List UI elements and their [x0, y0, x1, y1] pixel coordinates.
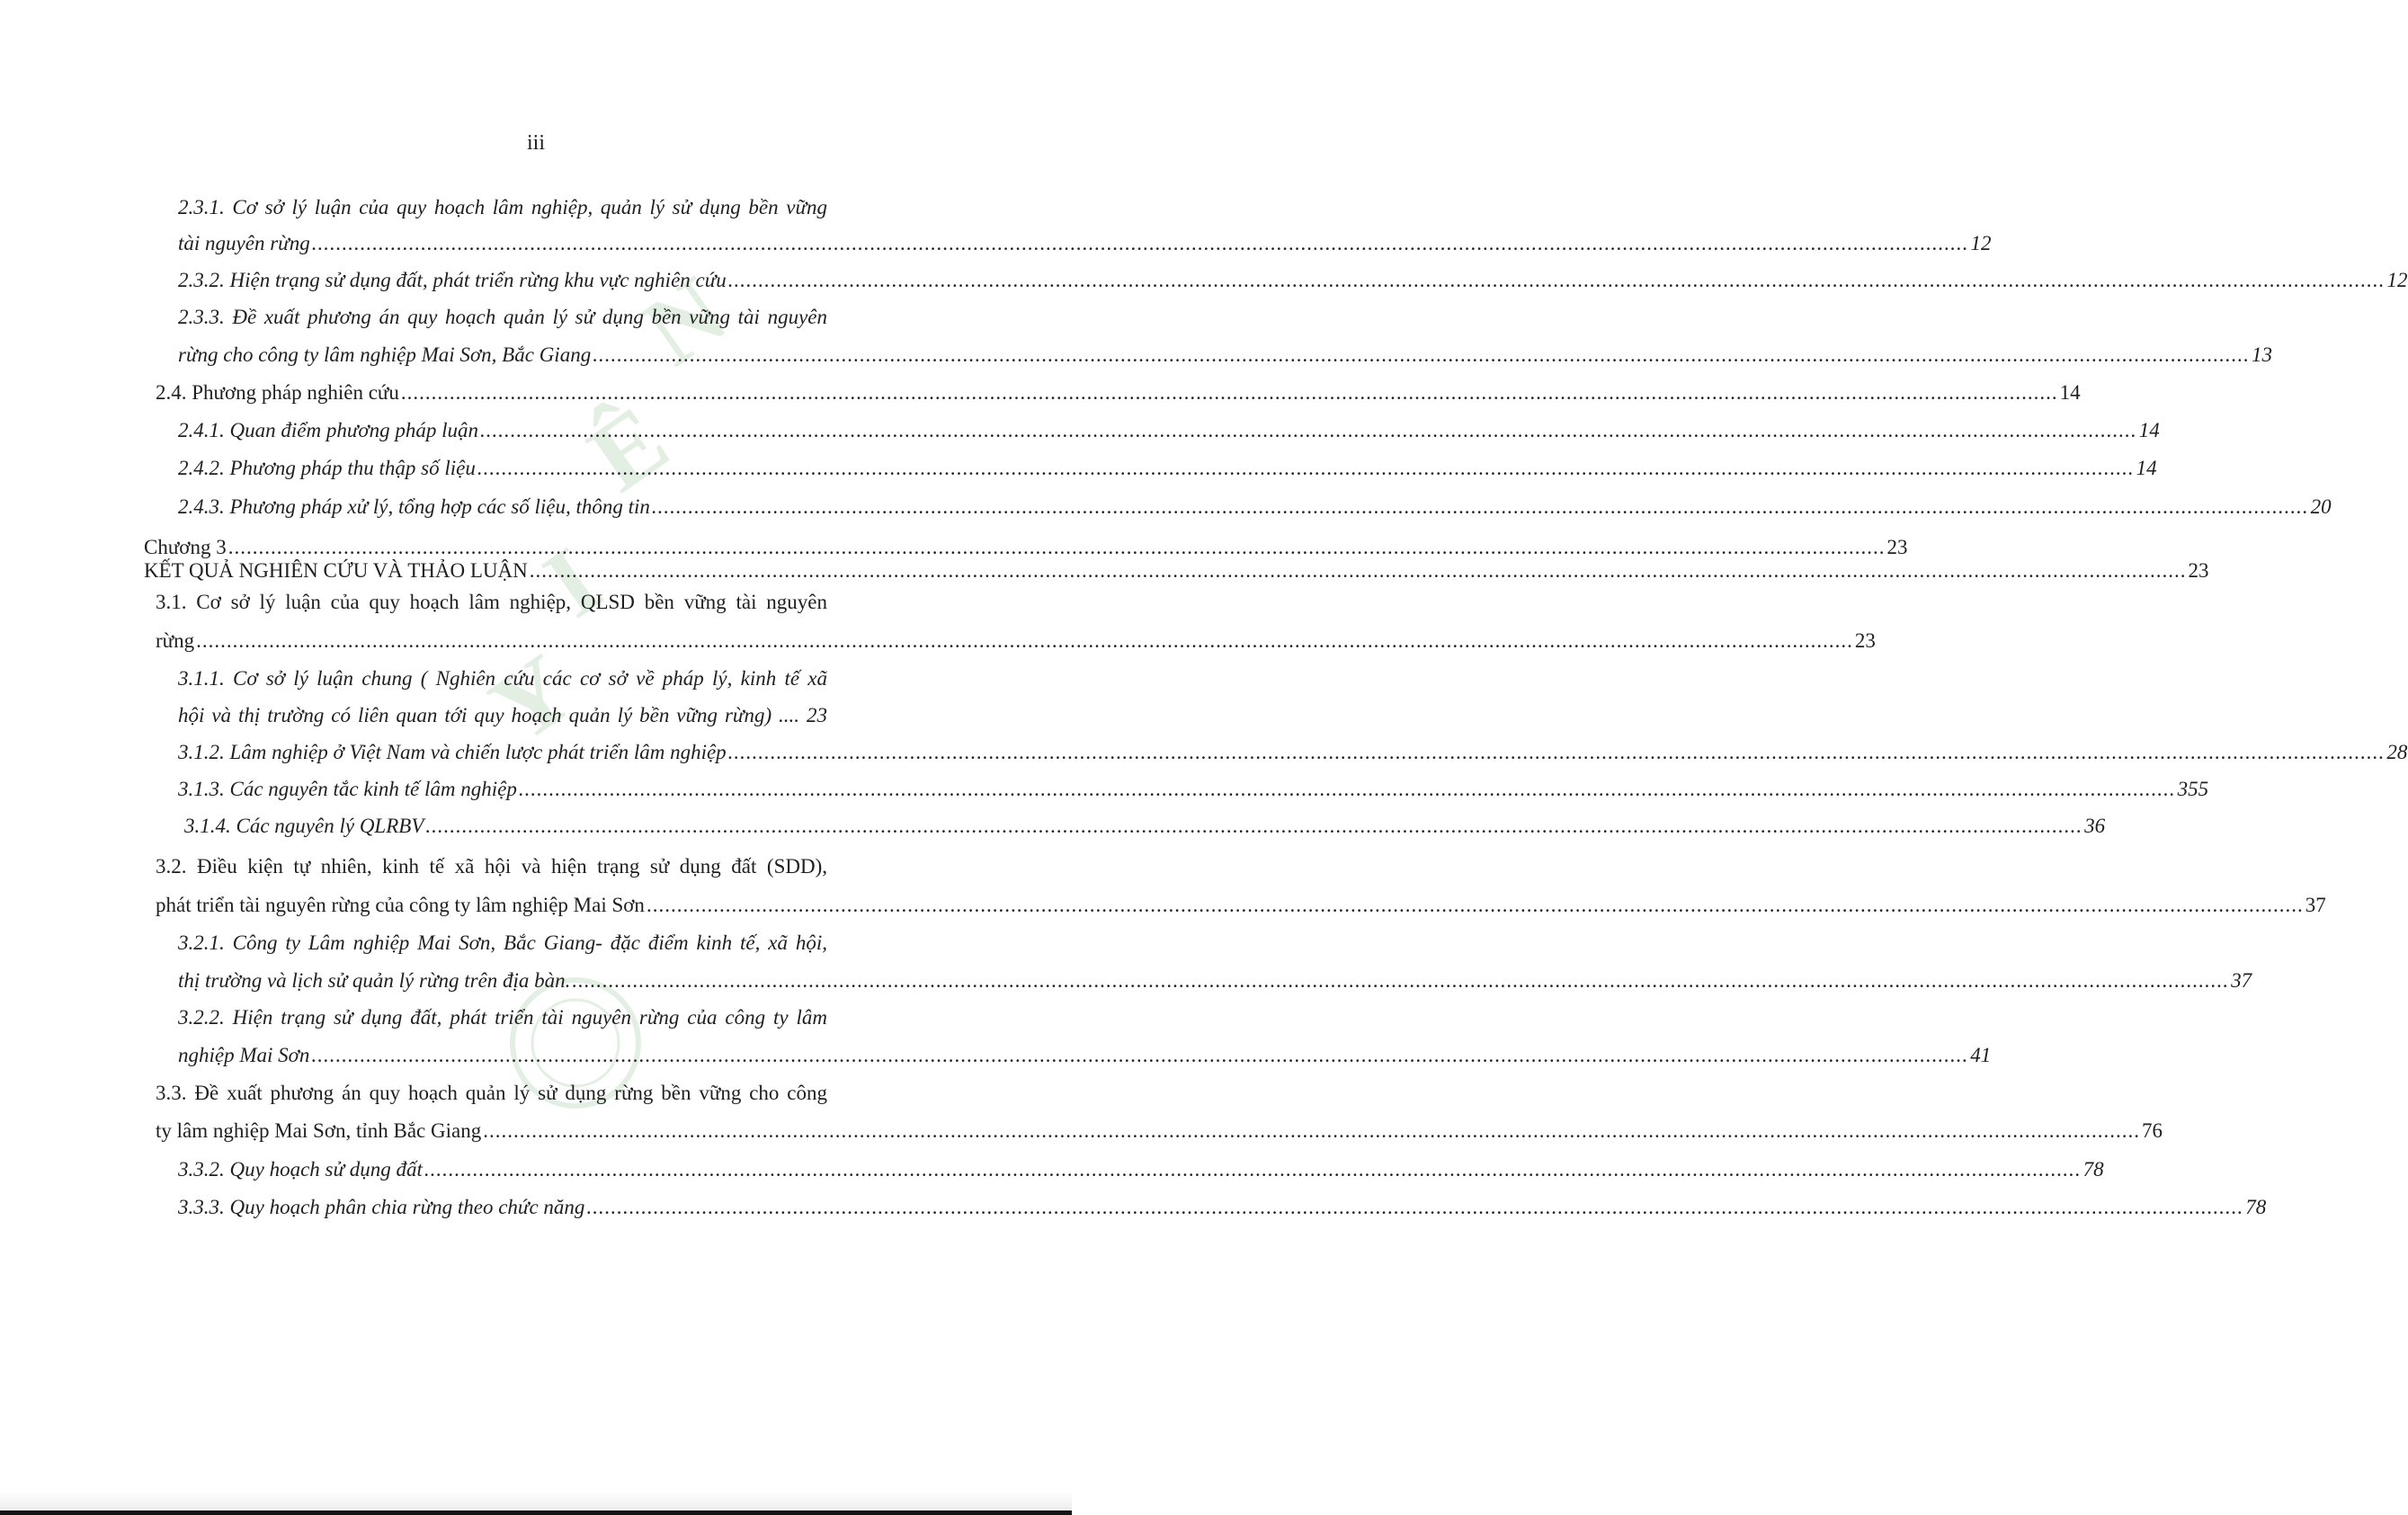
- toc-page-number: 78: [2082, 1158, 2104, 1181]
- toc-entry-title: 2.4.2. Phương pháp thu thập số liệu: [178, 457, 476, 479]
- toc-line[interactable]: 3.1.1. Cơ sở lý luận chung ( Nghiên cứu các cơ sở về pháp lý, kinh tế xã: [178, 667, 827, 690]
- toc-line[interactable]: 3.2. Điều kiện tự nhiên, kinh tế xã hội và hiện trạng sử dụng đất (SDD),: [156, 855, 827, 878]
- toc-line[interactable]: [178, 776, 2209, 803]
- toc-entry-title: KẾT QUẢ NGHIÊN CỨU VÀ THẢO LUẬN: [144, 559, 528, 582]
- dot-leader: [196, 628, 1853, 655]
- toc-entry-title: 2.4. Phương pháp nghiên cứu: [156, 381, 399, 404]
- toc-entry-title: 2.4.1. Quan điểm phương pháp luận: [178, 419, 479, 441]
- toc-page-number: 13: [2251, 343, 2272, 366]
- toc-line[interactable]: [156, 1118, 2163, 1145]
- page-border: [0, 1511, 1072, 1515]
- toc-line[interactable]: [144, 557, 2209, 584]
- page-number: iii: [526, 131, 545, 155]
- toc-entry-title: 2.3.2. Hiện trạng sử dụng đất, phát triển rừng khu vực nghiên cứu: [178, 269, 727, 291]
- toc-line[interactable]: hội và thị trường có liên quan tới quy hoạch quản lý bền vững rừng) .... 23: [178, 704, 827, 726]
- dot-leader: [728, 739, 2386, 766]
- toc-page-number: 14: [2059, 381, 2081, 404]
- toc-line[interactable]: [178, 455, 2157, 482]
- toc-line[interactable]: [178, 267, 2408, 294]
- toc-entry-title: ty lâm nghiệp Mai Sơn, tỉnh Bắc Giang: [156, 1119, 482, 1142]
- dot-leader: [586, 1194, 2243, 1221]
- dot-leader: [728, 267, 2386, 294]
- toc-line[interactable]: [178, 967, 2252, 994]
- dot-leader: [647, 892, 2304, 919]
- toc-page-number: 28: [2386, 741, 2408, 763]
- toc-entry-title: 3.1.2. Lâm nghiệp ở Việt Nam và chiến lược phát triển lâm nghiệp: [178, 741, 727, 763]
- toc-line[interactable]: [178, 494, 2332, 521]
- toc-entry-title: 3.1.4. Các nguyên lý QLRBV: [184, 815, 424, 837]
- toc-page-number: 12: [2386, 269, 2408, 291]
- toc-page-number: 76: [2141, 1119, 2163, 1142]
- toc-page-number: 14: [2136, 457, 2157, 479]
- toc-line[interactable]: [178, 1194, 2267, 1221]
- toc-line[interactable]: 3.2.1. Công ty Lâm nghiệp Mai Sơn, Bắc Giang- đặc điểm kinh tế, xã hội,: [178, 931, 827, 954]
- toc-entry-title: 3.3.2. Quy hoạch sử dụng đất: [178, 1158, 423, 1181]
- toc-line[interactable]: [178, 342, 2272, 369]
- dot-leader: [477, 455, 2135, 482]
- toc-entry-title: phát triển tài nguyên rừng của công ty lâm nghiệp Mai Sơn: [156, 894, 645, 916]
- toc-entry-title: Chương 3: [144, 536, 227, 558]
- toc-page-number: 41: [1970, 1044, 1992, 1066]
- toc-line[interactable]: [178, 1042, 1992, 1069]
- toc-line[interactable]: [178, 417, 2160, 444]
- toc-page-number: 37: [2231, 969, 2252, 992]
- toc-page-number: 12: [1970, 232, 1992, 254]
- toc-entry-title: thị trường và lịch sử quản lý rừng trên địa bàn.: [178, 969, 571, 992]
- toc-page-number: 23: [1854, 629, 1876, 652]
- toc-line[interactable]: [184, 813, 2106, 840]
- dot-leader: [311, 1042, 1968, 1069]
- toc-line[interactable]: [156, 379, 2081, 406]
- svg-text:Y: Y: [470, 633, 593, 764]
- dot-leader: [530, 557, 2187, 584]
- dot-leader: [593, 342, 2250, 369]
- toc-entry-title: 3.3.3. Quy hoạch phân chia rừng theo chức năng: [178, 1196, 585, 1218]
- toc-page-number: 37: [2305, 894, 2326, 916]
- toc-entry-title: nghiệp Mai Sơn: [178, 1044, 310, 1066]
- dot-leader: [401, 379, 2058, 406]
- svg-text:N: N: [623, 255, 745, 387]
- toc-line[interactable]: 3.2.2. Hiện trạng sử dụng đất, phát triển tài nguyên rừng của công ty lâm: [178, 1006, 827, 1029]
- toc-line[interactable]: [178, 739, 2408, 766]
- toc-page-number: 20: [2310, 495, 2332, 518]
- dot-leader: [519, 776, 2176, 803]
- toc-line[interactable]: [156, 892, 2326, 919]
- dot-leader: [312, 230, 1969, 257]
- toc-entry-title: 3.1.3. Các nguyên tắc kinh tế lâm nghiệp: [178, 778, 517, 800]
- toc-line[interactable]: 3.3. Đề xuất phương án quy hoạch quản lý sử dụng rừng bền vững cho công: [156, 1082, 827, 1104]
- dot-leader: [572, 967, 2229, 994]
- toc-page-number: 23: [2188, 559, 2209, 582]
- toc-line[interactable]: [156, 628, 1876, 655]
- toc-line[interactable]: [178, 230, 1992, 257]
- svg-text:I: I: [524, 526, 620, 638]
- dot-leader: [652, 494, 2309, 521]
- toc-entry-title: tài nguyên rừng: [178, 232, 310, 254]
- toc-line[interactable]: 3.1. Cơ sở lý luận của quy hoạch lâm nghiệp, QLSD bền vững tài nguyên: [156, 591, 827, 613]
- toc-line[interactable]: 2.3.1. Cơ sở lý luận của quy hoạch lâm nghiệp, quản lý sử dụng bền vững: [178, 196, 827, 218]
- svg-text:Ê: Ê: [569, 384, 687, 512]
- toc-entry-title: rừng: [156, 629, 195, 652]
- toc-page-number: 23: [1886, 536, 1908, 558]
- toc-entry-title: 2.4.3. Phương pháp xử lý, tổng hợp các số liệu, thông tin: [178, 495, 650, 518]
- toc-entry-title: rừng cho công ty lâm nghiệp Mai Sơn, Bắc Giang: [178, 343, 592, 366]
- dot-leader: [425, 813, 2082, 840]
- toc-page-number: 78: [2245, 1196, 2267, 1218]
- toc-page-number: 14: [2138, 419, 2160, 441]
- toc-page-number: 36: [2084, 815, 2106, 837]
- dot-leader: [483, 1118, 2140, 1145]
- dot-leader: [480, 417, 2137, 444]
- dot-leader: [424, 1156, 2082, 1183]
- toc-page-number: 355: [2177, 778, 2209, 800]
- toc-line[interactable]: 2.3.3. Đề xuất phương án quy hoạch quản lý sử dụng bền vững tài nguyên: [178, 306, 827, 328]
- toc-line[interactable]: [178, 1156, 2104, 1183]
